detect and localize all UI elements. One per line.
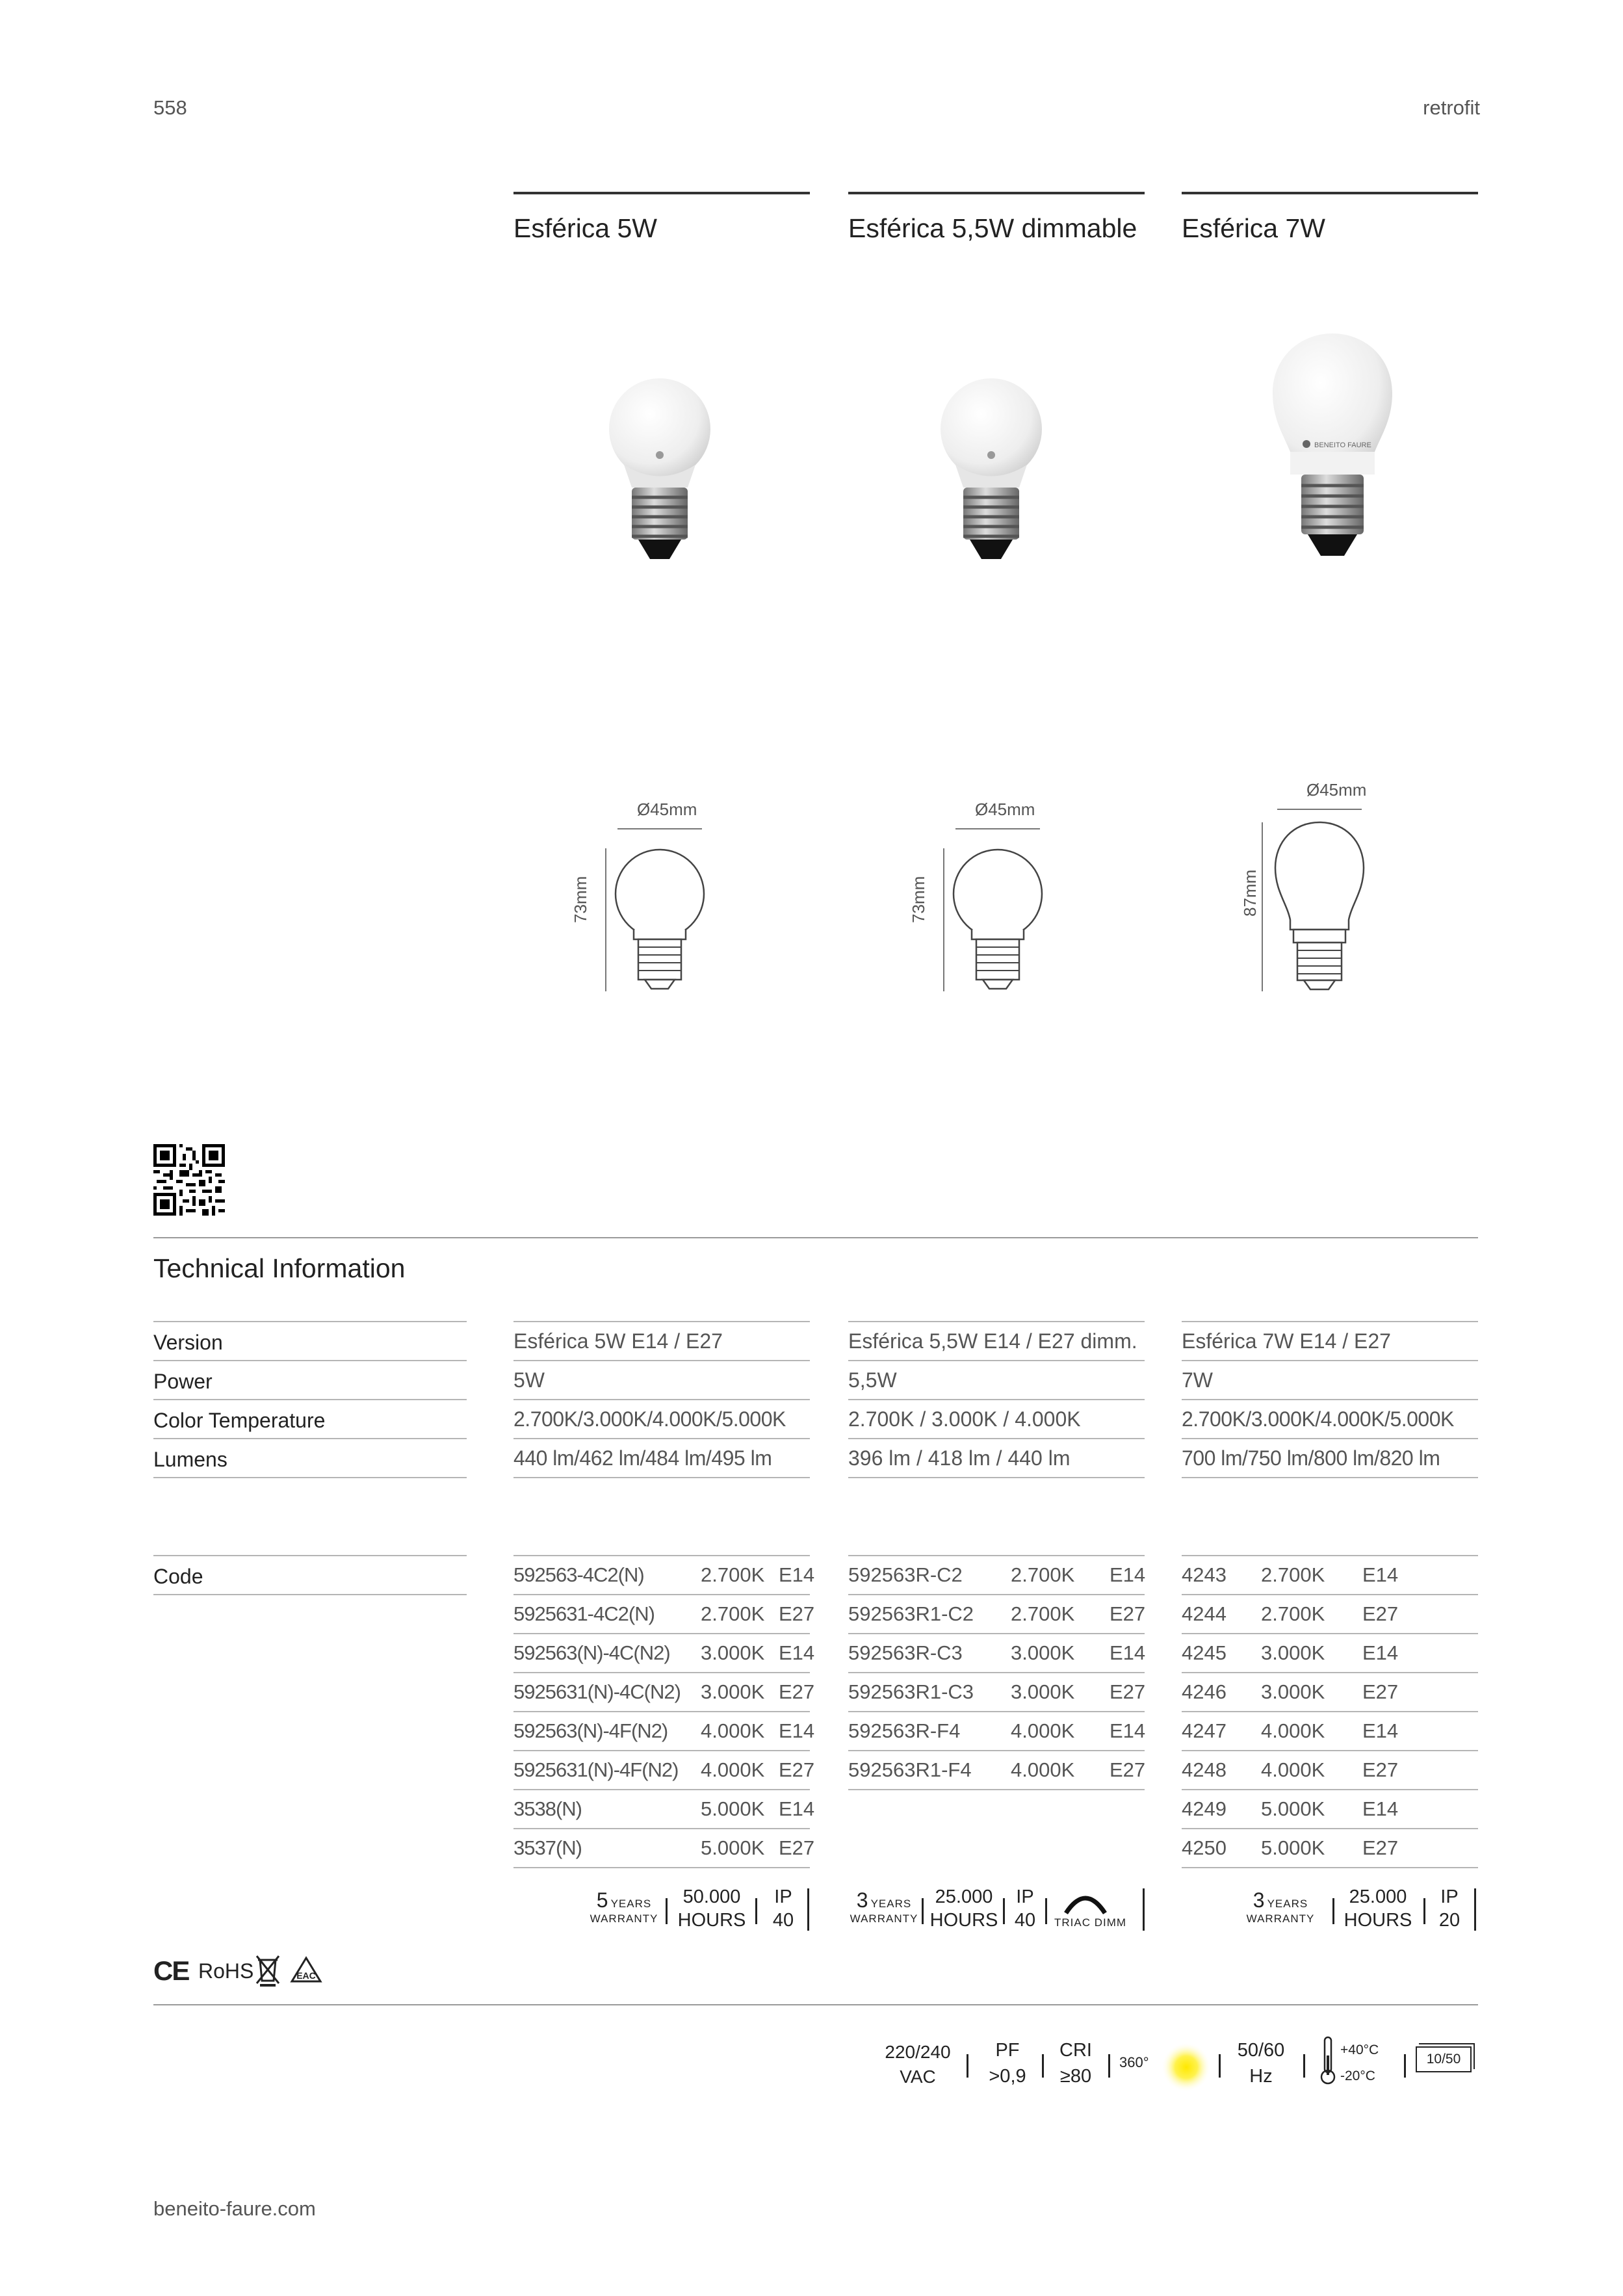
tech-info-title: Technical Information [153, 1253, 406, 1283]
ce-mark: CE [153, 1955, 189, 1986]
row-rule [848, 1399, 1145, 1400]
badge-separator [807, 1888, 809, 1931]
voltage-spec [879, 2040, 957, 2089]
row-rule [848, 1438, 1145, 1439]
code-socket: E14 [1110, 1719, 1146, 1742]
section-name: retrofit [1423, 96, 1480, 119]
frequency-spec [1228, 2037, 1293, 2089]
code-color-temperature: 2.700K [1261, 1602, 1325, 1625]
bulb-dimension-drawing [936, 822, 1046, 991]
lifetime-hours-word: HOURS [929, 1910, 998, 1931]
ip-value: 40 [772, 1910, 794, 1931]
ip-badge [1433, 1885, 1466, 1932]
code-color-temperature: 3.000K [1261, 1680, 1325, 1703]
badge-separator [922, 1898, 924, 1924]
row-rule [513, 1477, 810, 1478]
code-socket: E27 [1362, 1758, 1399, 1781]
pf-label: PF [995, 2040, 1020, 2061]
lifetime-badge [928, 1885, 1000, 1932]
rohs-mark: RoHS [198, 1959, 254, 1983]
code-row-rule [1182, 1594, 1478, 1595]
spec-lumens: 396 lm / 418 lm / 440 lm [848, 1446, 1071, 1470]
code-socket: E27 [1362, 1602, 1399, 1625]
code-row-rule [513, 1633, 810, 1634]
spec-label-code: Code [153, 1565, 203, 1588]
row-rule [153, 1360, 467, 1361]
code-color-temperature: 5.000K [1261, 1836, 1325, 1859]
section-divider [153, 1237, 1478, 1238]
ip-value: 40 [1014, 1910, 1036, 1931]
spec-version: Esférica 5W E14 / E27 [513, 1329, 723, 1353]
code-color-temperature: 2.700K [701, 1602, 765, 1625]
spec-power: 5W [513, 1368, 545, 1392]
spec-label-lumens: Lumens [153, 1448, 227, 1471]
row-rule [1182, 1438, 1478, 1439]
page-number: 558 [153, 96, 187, 119]
badge-separator [1143, 1888, 1145, 1931]
code-socket: E27 [1362, 1836, 1399, 1859]
dimension-height: 73mm [571, 876, 590, 923]
dimension-height: 87mm [1240, 869, 1260, 917]
code-color-temperature: 5.000K [701, 1797, 765, 1820]
product-code: 592563R-C2 [848, 1563, 963, 1586]
row-rule [513, 1399, 810, 1400]
lifetime-badge [1342, 1885, 1414, 1932]
dimension-height: 73mm [909, 876, 928, 923]
frequency-unit: Hz [1249, 2066, 1273, 2087]
triac-dimm-label: TRIAC DIMM [1054, 1916, 1127, 1929]
cri-value: ≥80 [1059, 2066, 1092, 2087]
code-color-temperature: 4.000K [701, 1719, 765, 1742]
code-socket: E27 [779, 1680, 815, 1703]
code-color-temperature: 5.000K [1261, 1797, 1325, 1820]
code-row-rule [1182, 1789, 1478, 1790]
column-rule [513, 192, 810, 194]
lifetime-hours-word: HOURS [677, 1910, 746, 1931]
pf-value: >0,9 [989, 2066, 1026, 2087]
code-socket: E27 [1110, 1680, 1146, 1703]
bulb-dimension-drawing [1254, 803, 1371, 991]
row-rule [153, 1438, 467, 1439]
temperature-range [1340, 2037, 1379, 2089]
product-code: 592563R1-C2 [848, 1602, 974, 1625]
temperature-max: +40°C [1340, 2042, 1379, 2057]
row-rule [1182, 1321, 1478, 1322]
bulb-dimension-drawing [598, 822, 708, 991]
lifetime-hours: 25.000 [1349, 1886, 1407, 1907]
product-code: 5925631(N)-4C(N2) [513, 1680, 681, 1703]
code-row-rule [513, 1672, 810, 1673]
warranty-years-word: YEARS [1267, 1898, 1308, 1910]
spec-separator [1404, 2054, 1406, 2078]
weee-bin-icon [255, 1953, 281, 1987]
ip-label: IP [1440, 1886, 1459, 1907]
code-row-rule [513, 1750, 810, 1751]
warranty-label: WARRANTY [850, 1912, 918, 1925]
code-color-temperature: 5.000K [701, 1836, 765, 1859]
column-rule [848, 192, 1145, 194]
product-title: Esférica 5,5W dimmable [848, 213, 1137, 243]
spec-separator [1303, 2054, 1305, 2078]
code-color-temperature: 4.000K [1261, 1719, 1325, 1742]
product-code: 592563(N)-4F(N2) [513, 1719, 668, 1742]
ip-badge [1009, 1885, 1041, 1932]
code-row-rule [848, 1711, 1145, 1712]
spec-separator [967, 2054, 968, 2078]
code-color-temperature: 4.000K [1011, 1719, 1075, 1742]
warranty-years: 5 [596, 1888, 608, 1912]
spec-label-power: Power [153, 1370, 213, 1393]
warranty-badge [1241, 1888, 1319, 1925]
product-title: Esférica 7W [1182, 213, 1325, 243]
row-rule [153, 1477, 467, 1478]
code-socket: E14 [779, 1563, 815, 1586]
ip-badge [767, 1885, 799, 1932]
code-color-temperature: 3.000K [1011, 1680, 1075, 1703]
lifetime-badge [676, 1885, 747, 1932]
code-row-rule [513, 1594, 810, 1595]
product-code: 4243 [1182, 1563, 1227, 1586]
product-code: 4249 [1182, 1797, 1227, 1820]
code-row-rule [1182, 1750, 1478, 1751]
spec-power: 7W [1182, 1368, 1213, 1392]
temperature-min: -20°C [1340, 2068, 1375, 2083]
footer-website[interactable]: beneito-faure.com [153, 2197, 316, 2220]
product-code: 3538(N) [513, 1797, 582, 1820]
row-rule [153, 1594, 467, 1595]
code-row-rule [513, 1867, 810, 1868]
badge-separator [755, 1898, 757, 1924]
badge-separator [1474, 1888, 1476, 1931]
product-code: 592563R-C3 [848, 1641, 963, 1664]
product-code: 5925631-4C2(N) [513, 1602, 655, 1625]
badge-separator [1045, 1898, 1047, 1924]
code-color-temperature: 3.000K [701, 1641, 765, 1664]
product-code: 4244 [1182, 1602, 1227, 1625]
spec-lumens: 440 lm/462 lm/484 lm/495 lm [513, 1446, 772, 1470]
code-socket: E27 [1362, 1680, 1399, 1703]
code-row-rule [1182, 1828, 1478, 1829]
code-row-rule [1182, 1867, 1478, 1868]
spec-separator [1042, 2054, 1044, 2078]
spec-label-color-temperature: Color Temperature [153, 1409, 326, 1432]
code-color-temperature: 2.700K [1261, 1563, 1325, 1586]
thermometer-icon [1319, 2036, 1336, 2085]
product-code: 592563-4C2(N) [513, 1563, 644, 1586]
light-glow-icon [1160, 2041, 1212, 2093]
code-color-temperature: 4.000K [1011, 1758, 1075, 1781]
badge-separator [1003, 1898, 1005, 1924]
code-socket: E14 [779, 1797, 815, 1820]
row-rule [848, 1477, 1145, 1478]
spec-lumens: 700 lm/750 lm/800 lm/820 lm [1182, 1446, 1440, 1470]
warranty-badge [848, 1888, 920, 1925]
ip-label: IP [1016, 1886, 1034, 1907]
ip-label: IP [774, 1886, 792, 1907]
code-row-rule [1182, 1672, 1478, 1673]
eac-mark-icon [289, 1955, 323, 1984]
switching-cycles-box: 10/50 [1416, 2046, 1472, 2072]
product-code: 4246 [1182, 1680, 1227, 1703]
product-code: 592563R1-C3 [848, 1680, 974, 1703]
code-socket: E27 [779, 1836, 815, 1859]
spec-color-temperature: 2.700K/3.000K/4.000K/5.000K [513, 1407, 786, 1431]
code-row-rule [848, 1672, 1145, 1673]
row-rule [153, 1555, 467, 1556]
spec-version: Esférica 7W E14 / E27 [1182, 1329, 1391, 1353]
code-row-rule [848, 1555, 1145, 1556]
row-rule [153, 1321, 467, 1322]
code-socket: E14 [779, 1641, 815, 1664]
code-color-temperature: 3.000K [1011, 1641, 1075, 1664]
bulb-photo-7w [1267, 328, 1397, 562]
badge-separator [1423, 1898, 1425, 1924]
product-code: 5925631(N)-4F(N2) [513, 1758, 679, 1781]
bulb-photo-5w [604, 374, 715, 562]
bulb-photo-5-5w [936, 374, 1046, 562]
code-socket: E14 [1110, 1563, 1146, 1586]
row-rule [1182, 1477, 1478, 1478]
spec-separator [1108, 2054, 1110, 2078]
code-row-rule [513, 1555, 810, 1556]
code-color-temperature: 4.000K [701, 1758, 765, 1781]
beam-angle-value: 360° [1119, 2054, 1149, 2070]
product-code: 4248 [1182, 1758, 1227, 1781]
bulb-brand-text: BENEITO FAURE [1314, 441, 1371, 449]
code-socket: E27 [1110, 1758, 1146, 1781]
code-socket: E27 [779, 1602, 815, 1625]
product-code: 4245 [1182, 1641, 1227, 1664]
code-socket: E14 [1362, 1797, 1399, 1820]
code-socket: E14 [779, 1719, 815, 1742]
code-color-temperature: 2.700K [1011, 1563, 1075, 1586]
voltage-unit: VAC [900, 2067, 936, 2087]
spec-color-temperature: 2.700K / 3.000K / 4.000K [848, 1407, 1081, 1431]
lifetime-hours-word: HOURS [1344, 1910, 1412, 1931]
dimension-diameter: Ø45mm [1306, 780, 1367, 800]
row-rule [848, 1321, 1145, 1322]
code-row-rule [848, 1594, 1145, 1595]
product-code: 3537(N) [513, 1836, 582, 1859]
spec-separator [1219, 2054, 1221, 2078]
code-row-rule [848, 1750, 1145, 1751]
spec-version: Esférica 5,5W E14 / E27 dimm. [848, 1329, 1137, 1353]
row-rule [513, 1321, 810, 1322]
warranty-years-word: YEARS [870, 1898, 912, 1910]
section-divider [153, 2004, 1478, 2005]
warranty-label: WARRANTY [590, 1912, 658, 1925]
code-row-rule [848, 1789, 1145, 1790]
dimension-diameter: Ø45mm [975, 800, 1035, 819]
warranty-years: 3 [856, 1888, 868, 1912]
badge-separator [1332, 1898, 1334, 1924]
lifetime-hours: 50.000 [682, 1886, 741, 1907]
code-row-rule [1182, 1555, 1478, 1556]
dimension-diameter: Ø45mm [637, 800, 697, 819]
code-color-temperature: 4.000K [1261, 1758, 1325, 1781]
warranty-badge [585, 1888, 663, 1925]
code-color-temperature: 2.700K [1011, 1602, 1075, 1625]
voltage-value: 220/240 [885, 2042, 951, 2062]
row-rule [513, 1360, 810, 1361]
power-factor-spec [975, 2037, 1040, 2089]
product-code: 592563(N)-4C(N2) [513, 1641, 670, 1664]
spec-label-version: Version [153, 1331, 223, 1354]
product-code: 4250 [1182, 1836, 1227, 1859]
cri-spec [1050, 2037, 1102, 2089]
code-color-temperature: 2.700K [701, 1563, 765, 1586]
row-rule [153, 1399, 467, 1400]
product-code: 592563R-F4 [848, 1719, 961, 1742]
cri-label: CRI [1059, 2040, 1092, 2061]
code-row-rule [513, 1789, 810, 1790]
warranty-label: WARRANTY [1246, 1912, 1315, 1925]
frequency-value: 50/60 [1237, 2040, 1285, 2061]
row-rule [1182, 1399, 1478, 1400]
code-socket: E14 [1110, 1641, 1146, 1664]
code-socket: E14 [1362, 1641, 1399, 1664]
product-title: Esférica 5W [513, 213, 657, 243]
code-row-rule [848, 1633, 1145, 1634]
code-row-rule [513, 1711, 810, 1712]
spec-power: 5,5W [848, 1368, 897, 1392]
product-code: 4247 [1182, 1719, 1227, 1742]
warranty-years: 3 [1253, 1888, 1265, 1912]
code-color-temperature: 3.000K [701, 1680, 765, 1703]
row-rule [1182, 1360, 1478, 1361]
row-rule [848, 1360, 1145, 1361]
code-socket: E27 [779, 1758, 815, 1781]
column-rule [1182, 192, 1478, 194]
product-code: 592563R1-F4 [848, 1758, 972, 1781]
code-socket: E14 [1362, 1563, 1399, 1586]
dimmable-arc-icon [1059, 1888, 1111, 1914]
svg-text:EAC: EAC [296, 1970, 316, 1981]
lifetime-hours: 25.000 [935, 1886, 993, 1907]
qr-code[interactable] [153, 1144, 225, 1216]
code-color-temperature: 3.000K [1261, 1641, 1325, 1664]
row-rule [513, 1438, 810, 1439]
code-socket: E14 [1362, 1719, 1399, 1742]
badge-separator [666, 1898, 668, 1924]
spec-color-temperature: 2.700K/3.000K/4.000K/5.000K [1182, 1407, 1454, 1431]
code-row-rule [1182, 1711, 1478, 1712]
warranty-years-word: YEARS [610, 1898, 652, 1910]
code-socket: E27 [1110, 1602, 1146, 1625]
ip-value: 20 [1438, 1910, 1461, 1931]
code-row-rule [1182, 1633, 1478, 1634]
code-row-rule [513, 1828, 810, 1829]
